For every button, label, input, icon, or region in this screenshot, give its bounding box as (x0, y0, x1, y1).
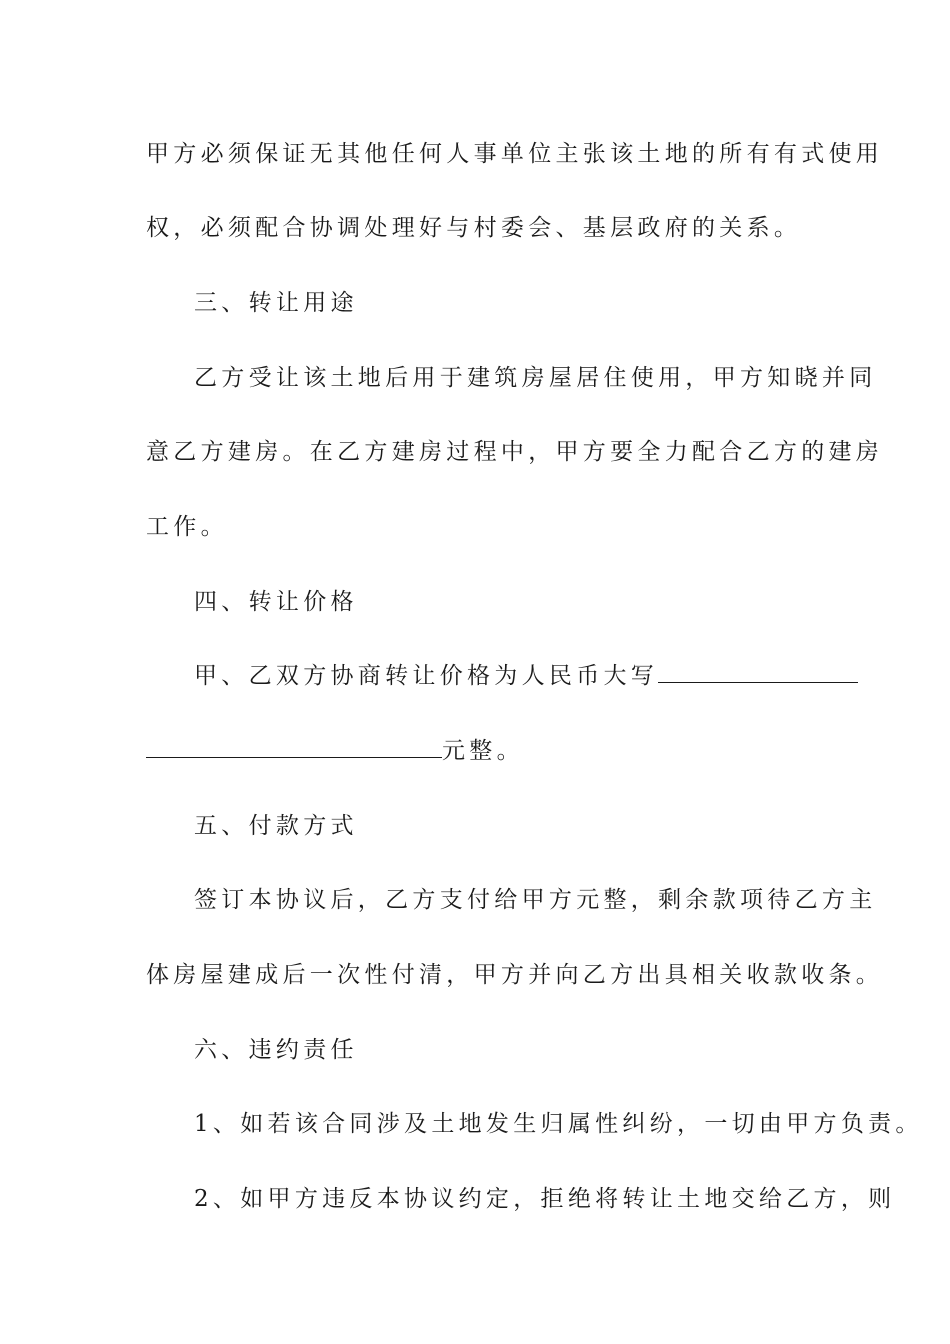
body-text-line: 权，必须配合协调处理好与村委会、基层政府的关系。 (146, 215, 802, 241)
section-heading: 六、违约责任 (194, 1037, 358, 1063)
body-text-line: 甲方必须保证无其他任何人事单位主张该土地的所有有式使用 (146, 141, 884, 167)
price-blank-field (658, 662, 858, 683)
price-line-continued (146, 736, 811, 766)
price-line (194, 661, 859, 691)
price-text: 甲、乙双方协商转让价格为人民币大写 (194, 663, 659, 689)
clause-item: 2、如甲方违反本协议约定，拒绝将转让土地交给乙方，则 (194, 1186, 896, 1212)
body-text-line: 意乙方建房。在乙方建房过程中，甲方要全力配合乙方的建房 (146, 439, 884, 465)
body-text-line: 乙方受让该土地后用于建筑房屋居住使用，甲方知晓并同 (194, 365, 877, 391)
section-heading: 三、转让用途 (194, 290, 358, 316)
price-blank-field (146, 737, 442, 758)
body-text-line: 签订本协议后，乙方支付给甲方元整，剩余款项待乙方主 (194, 887, 877, 913)
section-heading: 四、转让价格 (194, 589, 358, 615)
price-suffix-text: 元整。 (442, 738, 524, 764)
body-text-line: 工作。 (146, 514, 228, 540)
clause-item: 1、如若该合同涉及土地发生归属性纠纷，一切由甲方负责。 (194, 1111, 923, 1137)
body-text-line: 体房屋建成后一次性付清，甲方并向乙方出具相关收款收条。 (146, 962, 884, 988)
section-heading: 五、付款方式 (194, 813, 358, 839)
